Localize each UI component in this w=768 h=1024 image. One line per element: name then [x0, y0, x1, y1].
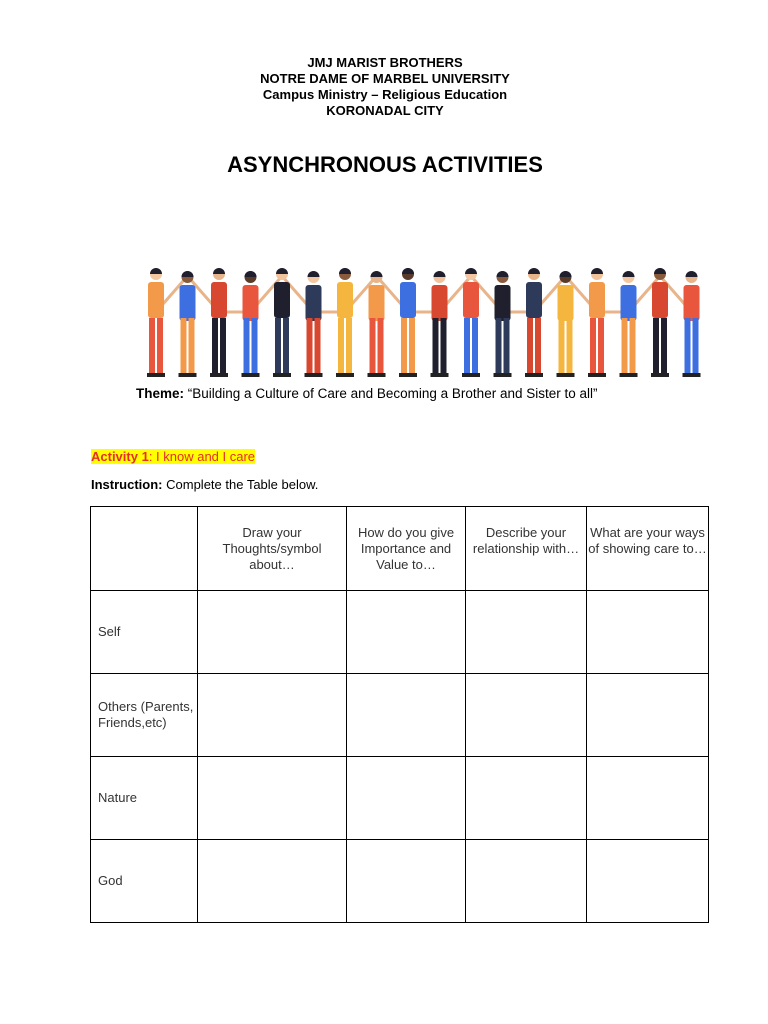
answer-cell[interactable]	[347, 757, 466, 840]
answer-cell[interactable]	[587, 674, 709, 757]
answer-cell[interactable]	[466, 674, 587, 757]
row-label: God	[91, 840, 198, 923]
care-table	[90, 506, 709, 923]
answer-cell[interactable]	[466, 757, 587, 840]
page-title: ASYNCHRONOUS ACTIVITIES	[227, 152, 543, 177]
table-header-cell: Describe your relationship with…	[466, 507, 587, 591]
answer-cell[interactable]	[347, 840, 466, 923]
table-row	[91, 840, 709, 923]
header-line-2: NOTRE DAME OF MARBEL UNIVERSITY	[260, 71, 510, 86]
row-label: Others (Parents, Friends,etc)	[91, 674, 198, 757]
answer-cell[interactable]	[198, 757, 347, 840]
theme-text: “Building a Culture of Care and Becoming a Brother and Sister to all”	[187, 386, 598, 401]
table-header-cell: What are your ways of showing care to…	[587, 507, 709, 591]
table-row	[91, 674, 709, 757]
instruction-label: Instruction:	[91, 477, 163, 492]
answer-cell[interactable]	[466, 840, 587, 923]
header-line-4: KORONADAL CITY	[326, 103, 444, 118]
header-line-3: Campus Ministry – Religious Education	[262, 87, 508, 102]
people-holding-hands-illustration	[142, 262, 716, 380]
theme-label: Theme:	[136, 386, 185, 401]
table-header-row	[91, 507, 709, 591]
answer-cell[interactable]	[198, 591, 347, 674]
answer-cell[interactable]	[587, 591, 709, 674]
instruction-line	[91, 477, 318, 492]
row-label: Self	[91, 591, 198, 674]
answer-cell[interactable]	[198, 840, 347, 923]
instruction-text: Complete the Table below.	[166, 477, 319, 492]
table-header-cell: Draw your Thoughts/symbol about…	[198, 507, 347, 591]
theme-line	[136, 386, 598, 401]
answer-cell[interactable]	[466, 591, 587, 674]
row-label: Nature	[91, 757, 198, 840]
table-header-cell	[91, 507, 198, 591]
activity-label: Activity 1	[91, 449, 149, 464]
table-row	[91, 757, 709, 840]
answer-cell[interactable]	[347, 674, 466, 757]
header-line-1: JMJ MARIST BROTHERS	[307, 55, 463, 70]
answer-cell[interactable]	[587, 840, 709, 923]
answer-cell[interactable]	[198, 674, 347, 757]
table-row	[91, 591, 709, 674]
answer-cell[interactable]	[587, 757, 709, 840]
answer-cell[interactable]	[347, 591, 466, 674]
table-header-cell: How do you give Importance and Value to…	[347, 507, 466, 591]
activity-heading	[91, 449, 255, 464]
school-header	[0, 55, 768, 119]
activity-text: : I know and I care	[148, 449, 256, 464]
